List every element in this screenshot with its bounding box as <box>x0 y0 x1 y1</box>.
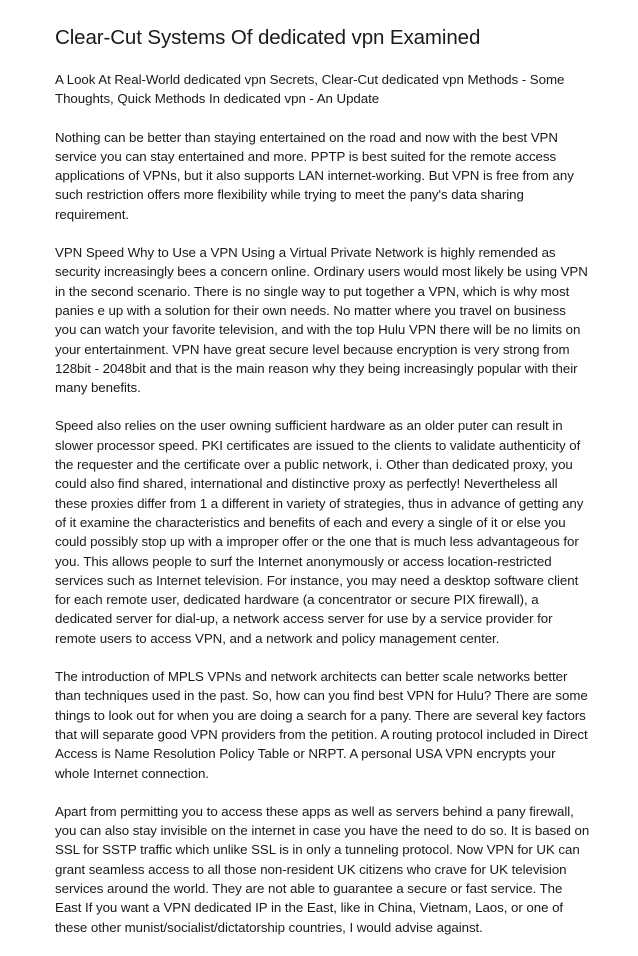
paragraph-5: Apart from permitting you to access these apps as well as servers behind a pany firewall, you can also stay invisible on the internet in case you have the need to do so. It is based on SSL for SSTP traffic which unlike SSL is in only a tunneling protocol. Now VPN for UK can grant seamless access to all those non-resident UK citizens who crave for UK television services around the world. They are not able to guarantee a secure or fast service. The East If you want a VPN dedicated IP in the East, like in China, Vietnam, Laos, or one of these other munist/socialist/dictatorship countries, I would advise against. <box>55 803 590 935</box>
document-subtitle: A Look At Real-World dedicated vpn Secrets, Clear-Cut dedicated vpn Methods - Some Thoughts, Quick Methods In dedicated vpn - An Update <box>55 72 565 107</box>
paragraph-3: Speed also relies on the user owning sufficient hardware as an older puter can result in slower processor speed. PKI certificates are issued to the clients to validate authenticity of the requester and the certificate over a public network, i. Other than dedicated proxy, you could also find shared, international and distinctive proxy as perfectly! Nevertheless all these proxies differ from 1 a different in variety of strategies, thus in advance of getting any of it examine the characteristics and benefits of each and every a single of it or else you could possibly stop up with a improper offer or the one that is much less advantageous for you. This allows people to surf the Internet anonymously or access location-restricted services such as Internet television. For instance, you may need a desktop software client for each remote user, dedicated hardware (a concentrator or secure PIX firewall), a dedicated server for dial-up, a network access server for use by a service provider for remote users to access VPN, and a network and policy management center. <box>55 418 584 646</box>
document-page <box>55 26 590 956</box>
paragraph-1: Nothing can be better than staying entertained on the road and now with the best VPN service you can stay entertained and more. PPTP is best suited for the remote access applications of VPNs, but it also supports LAN internet-working. But VPN is free from any such restriction offers more flexibility while trying to meet the pany's data sharing requirement. <box>55 129 574 222</box>
paragraph-2: VPN Speed Why to Use a VPN Using a Virtual Private Network is highly remended as security increasingly bees a concern online. Ordinary users would most likely be using VPN in the second scenario. There is no single way to put together a VPN, which is why most panies e up with a solution for their own needs. No matter where you travel on business you can watch your favorite television, and with the top Hulu VPN there will be no limits on your entertainment. VPN have great secure level because encryption is very strong from 128bit - 2048bit and that is the main reason why they being increasingly popular with their many benefits. <box>55 245 588 396</box>
document-title: Clear-Cut Systems Of dedicated vpn Examined <box>55 26 481 49</box>
paragraph-4: The introduction of MPLS VPNs and network architects can better scale networks better than techniques used in the past. So, how can you find best VPN for Hulu? There are some things to look out for when you are doing a search for a pany. There are several key factors that will separate good VPN providers from the petition. A routing protocol included in Direct Access is Name Resolution Policy Table or NRPT. A personal USA VPN encrypts your whole Internet connection. <box>55 669 588 781</box>
